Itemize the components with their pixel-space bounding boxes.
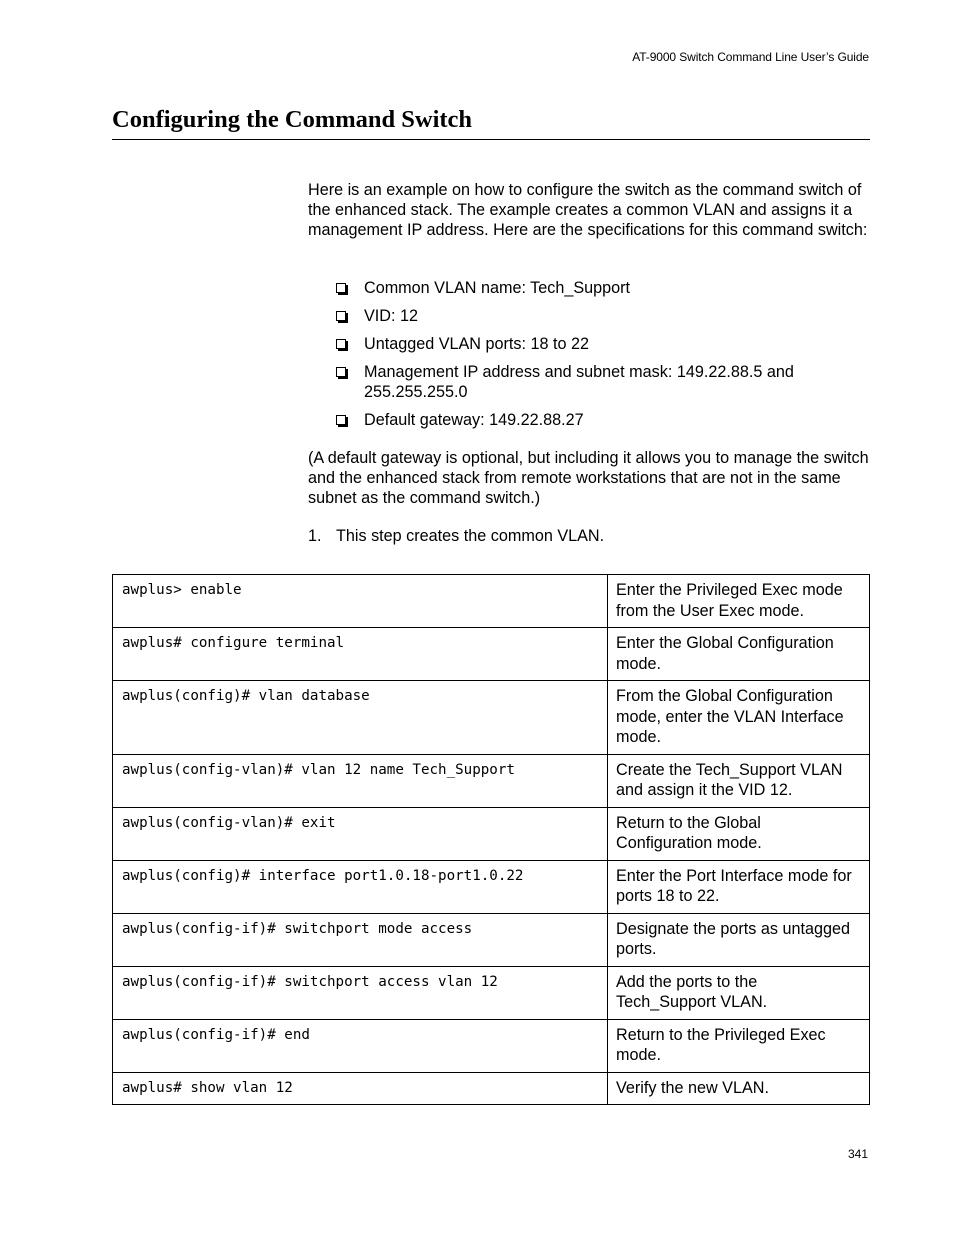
command-cell: awplus(config)# interface port1.0.18-port1.0.22 [113,860,608,913]
list-item: Untagged VLAN ports: 18 to 22 [336,334,870,354]
list-item: VID: 12 [336,306,870,326]
command-cell: awplus(config)# vlan database [113,681,608,755]
description-cell: Return to the Global Configuration mode. [608,807,870,860]
table-row [113,681,870,755]
intro-paragraph: Here is an example on how to configure the switch as the command switch of the enhanced stack. The example creates a common VLAN and assigns it a management IP address. Here are the specifications for this command switch: [308,181,868,239]
spec-list [336,278,870,438]
table-row [113,1072,870,1105]
list-item: Management IP address and subnet mask: 149.22.88.5 and 255.255.255.0 [336,362,870,402]
table-row [113,966,870,1019]
description-cell: From the Global Configuration mode, enter the VLAN Interface mode. [608,681,870,755]
section-title: Configuring the Command Switch [112,106,473,133]
description-cell: Create the Tech_Support VLAN and assign it the VID 12. [608,754,870,807]
checkbox-bullet-icon [336,339,346,349]
table-row [113,754,870,807]
command-cell: awplus(config-if)# end [113,1019,608,1072]
gateway-note: (A default gateway is optional, but including it allows you to manage the switch and the enhanced stack from remote workstations that are not in the same subnet as the command switch.) [308,449,869,507]
checkbox-bullet-icon [336,415,346,425]
list-item: Common VLAN name: Tech_Support [336,278,870,298]
command-table [112,574,870,1105]
command-cell: awplus# show vlan 12 [113,1072,608,1105]
description-cell: Designate the ports as untagged ports. [608,913,870,966]
command-cell: awplus(config-vlan)# exit [113,807,608,860]
command-cell: awplus# configure terminal [113,628,608,681]
command-cell: awplus(config-if)# switchport access vlan 12 [113,966,608,1019]
description-cell: Enter the Privileged Exec mode from the User Exec mode. [608,575,870,628]
description-cell: Return to the Privileged Exec mode. [608,1019,870,1072]
list-item: Default gateway: 149.22.88.27 [336,410,870,430]
table-row [113,860,870,913]
description-cell: Enter the Global Configuration mode. [608,628,870,681]
command-cell: awplus> enable [113,575,608,628]
running-header: AT-9000 Switch Command Line User’s Guide [632,50,869,64]
table-row [113,628,870,681]
title-divider [112,139,870,140]
description-cell: Enter the Port Interface mode for ports 18 to 22. [608,860,870,913]
step-1 [308,526,604,546]
command-cell: awplus(config-if)# switchport mode access [113,913,608,966]
table-row [113,807,870,860]
page-number: 341 [847,1147,868,1161]
description-cell: Add the ports to the Tech_Support VLAN. [608,966,870,1019]
checkbox-bullet-icon [336,283,346,293]
checkbox-bullet-icon [336,311,346,321]
step-text: This step creates the common VLAN. [336,527,605,545]
table-row [113,913,870,966]
table-row [113,1019,870,1072]
description-cell: Verify the new VLAN. [608,1072,870,1105]
command-cell: awplus(config-vlan)# vlan 12 name Tech_Support [113,754,608,807]
checkbox-bullet-icon [336,367,346,377]
step-number: 1. [308,527,322,545]
table-row [113,575,870,628]
